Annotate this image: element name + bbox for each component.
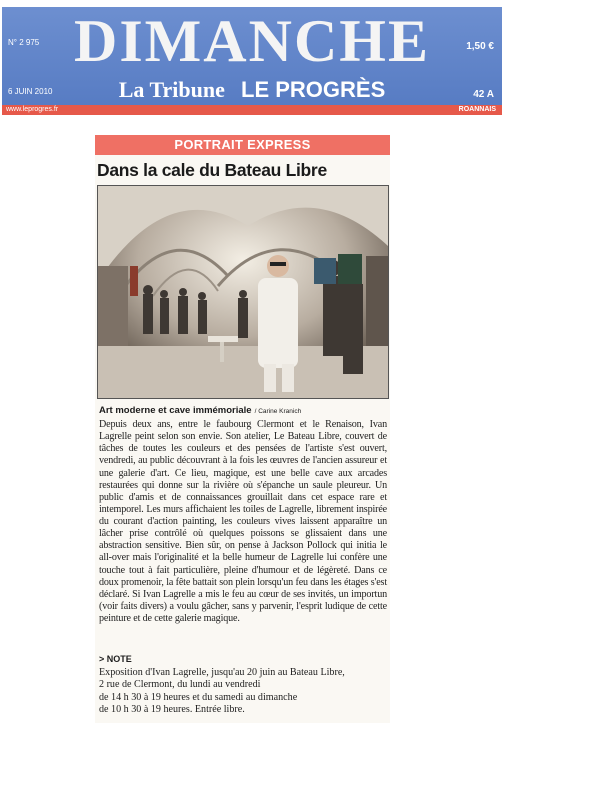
masthead-subtitle — [2, 77, 502, 103]
note-line: de 10 h 30 à 19 heures. Entrée libre. — [99, 704, 245, 716]
vaulted-cellar-photo — [98, 186, 388, 398]
photo-caption — [99, 405, 301, 416]
caption-text: Art moderne et cave immémoriale — [99, 405, 252, 416]
edition-code: 42 A — [473, 89, 494, 100]
note-block — [99, 667, 387, 717]
article-clipping — [95, 135, 390, 723]
masthead-title: DIMANCHE — [74, 8, 430, 74]
region-label: ROANNAIS — [458, 106, 496, 113]
newspaper-masthead — [2, 7, 502, 115]
note-line: de 14 h 30 à 19 heures et du samedi au dimanche — [99, 691, 298, 703]
price: 1,50 € — [466, 41, 494, 52]
website-url: www.leprogres.fr — [6, 106, 59, 113]
issue-number: N° 2 975 — [8, 38, 40, 47]
note-label: > NOTE — [99, 654, 132, 664]
masthead-strip — [2, 105, 502, 115]
section-rubric: PORTRAIT EXPRESS — [95, 135, 390, 155]
article-headline: Dans la cale du Bateau Libre — [97, 160, 327, 180]
subtitle-le-progres: LE PROGRÈS — [241, 77, 386, 102]
photo-credit: / Carine Kranich — [254, 408, 302, 415]
subtitle-la-tribune: La Tribune — [118, 77, 225, 102]
publication-date: 6 JUIN 2010 — [8, 87, 53, 96]
note-line: 2 rue de Clermont, du lundi au vendredi — [99, 679, 261, 691]
article-body: Depuis deux ans, entre le faubourg Clermont et le Renaison, Ivan Lagrelle peint selon son envie. Son atelier, Le Bateau Libre, couvert de tâches de toutes les couleurs et des pensées de l'artiste s'est ouvert, vendredi, au public découvrant à la fois les œuvres de l'ancien assureur et une galerie d'art. Ce lieu, magique, est une belle cave aux arcades restaurées qui donne sur la rivière où s'épanche un saule pleureur. Un public d'amis et de connaissances grouillait dans cet espace rare et intemporel. Les murs affichaient les toiles de Lagrelle, librement inspirée du courant d'action painting, les couleurs vives laissent apparaître un lâcher prise contrôlé où quelques poissons se glissaient dans une abstraction sensitive. Bien sûr, on pense à Jackson Pollock qui initia le all-over mais l'originalité et la belle humeur de Lagrelle lui confère une touche tout à fait particulière, pleine d'humour et de légèreté. Dans ce doux promenoir, la fête battait son plein lorsqu'un feu dans les étages s'est déclaré. Si Ivan Lagrelle a mis le feu au cœur de ses invités, un importun (voir faits divers) a voulu gâcher, sans y parvenir, l'esprit ludique de cette peinture et de cette galerie magique. — [99, 419, 387, 624]
article-photo — [97, 185, 389, 399]
note-line: Exposition d'Ivan Lagrelle, jusqu'au 20 juin au Bateau Libre, — [99, 667, 345, 678]
